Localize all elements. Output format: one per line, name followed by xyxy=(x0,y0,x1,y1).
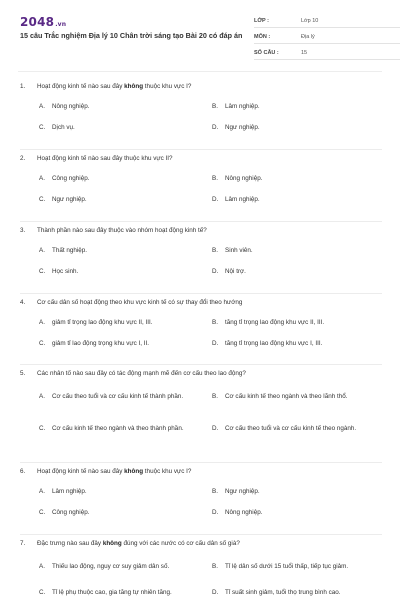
option-text: Nông nghiệp. xyxy=(225,174,263,182)
question-3 xyxy=(20,222,382,294)
option-a[interactable] xyxy=(39,555,207,577)
option-letter: D. xyxy=(212,267,219,275)
option-letter: D. xyxy=(212,508,219,516)
question-number: 3. xyxy=(20,227,26,234)
option-text: Tỉ lệ dân số dưới 15 tuổi thấp, tiếp tục giảm. xyxy=(225,562,349,570)
option-letter: D. xyxy=(212,588,219,596)
question-text xyxy=(37,83,191,90)
option-letter: A. xyxy=(39,562,45,570)
option-c[interactable] xyxy=(39,194,199,204)
question-6 xyxy=(20,463,382,535)
site-logo[interactable] xyxy=(20,15,66,29)
question-5 xyxy=(20,365,382,463)
question-number: 1. xyxy=(20,83,26,90)
question-text xyxy=(37,540,240,547)
option-text: giảm tỉ trọng lao động khu vực II, III. xyxy=(52,318,153,326)
option-letter: B. xyxy=(212,487,218,495)
option-letter: C. xyxy=(39,123,46,131)
question-stem xyxy=(20,294,382,312)
option-letter: A. xyxy=(39,246,45,254)
stem-part: Đặc trưng nào sau đây xyxy=(37,540,103,547)
option-b[interactable] xyxy=(212,245,372,255)
option-letter: D. xyxy=(212,339,219,347)
option-text: giảm tỉ lao động trọng khu vực I, II. xyxy=(52,339,149,347)
option-letter: A. xyxy=(39,174,45,182)
question-2 xyxy=(20,150,382,222)
option-text: Ngư nghiệp. xyxy=(52,195,87,203)
question-number: 4. xyxy=(20,299,26,306)
stem-part: thuộc khu vực I? xyxy=(143,83,192,90)
option-a[interactable] xyxy=(39,101,199,111)
header-divider xyxy=(18,71,382,72)
option-letter: A. xyxy=(39,102,45,110)
question-stem xyxy=(20,222,382,240)
option-a[interactable] xyxy=(39,385,189,407)
option-text: Cơ cấu kinh tế theo ngành và theo thành phần. xyxy=(52,424,184,432)
option-text: Cơ cấu kinh tế theo ngành và theo lãnh thổ. xyxy=(225,392,348,400)
question-7 xyxy=(20,535,382,614)
meta-value: Địa lý xyxy=(301,34,315,40)
document-title: 15 câu Trắc nghiệm Địa lý 10 Chân trời sáng tạo Bài 20 có đáp án xyxy=(20,31,243,40)
option-letter: A. xyxy=(39,318,45,326)
option-letter: C. xyxy=(39,339,46,347)
option-letter: B. xyxy=(212,174,218,182)
option-c[interactable] xyxy=(39,587,211,597)
question-stem xyxy=(20,535,382,553)
meta-value: 15 xyxy=(301,50,308,56)
stem-part: Các nhân tố nào sau đây có tác động mạnh mẽ đến cơ cấu theo lao động? xyxy=(37,370,246,377)
option-b[interactable] xyxy=(212,317,372,327)
question-1 xyxy=(20,78,382,150)
option-text: Lâm nghiệp. xyxy=(225,195,260,203)
option-c[interactable] xyxy=(39,417,189,439)
option-c[interactable] xyxy=(39,507,199,517)
meta-label: LỚP : xyxy=(254,18,269,24)
option-a[interactable] xyxy=(39,317,199,327)
option-text: Sinh viên. xyxy=(225,246,253,254)
page-header xyxy=(18,12,382,66)
question-text xyxy=(37,299,242,306)
stem-emphasis: không xyxy=(102,540,122,547)
question-list xyxy=(20,78,382,614)
option-text: Cơ cấu theo tuổi và cơ cấu kinh tế thành phần. xyxy=(52,392,184,400)
option-text: Công nghiệp. xyxy=(52,174,90,182)
stem-part: thuộc khu vực I? xyxy=(143,468,192,475)
stem-part: Hoạt động kinh tế nào sau đây thuộc khu vực II? xyxy=(37,155,173,162)
option-b[interactable] xyxy=(212,173,372,183)
option-a[interactable] xyxy=(39,245,199,255)
option-text: Nông nghiệp. xyxy=(52,102,90,110)
option-text: tăng tỉ trọng lao động khu vực II, III. xyxy=(225,318,325,326)
meta-row-count xyxy=(254,47,400,60)
stem-emphasis: không xyxy=(124,83,144,90)
question-stem xyxy=(20,365,382,383)
option-text: Học sinh. xyxy=(52,267,79,275)
meta-row-subject xyxy=(254,31,400,44)
question-text xyxy=(37,155,173,162)
option-letter: C. xyxy=(39,588,46,596)
meta-label: SỐ CÂU : xyxy=(254,50,279,56)
stem-part: Hoạt động kinh tế nào sau đây xyxy=(37,83,125,90)
question-number: 6. xyxy=(20,468,26,475)
meta-value: Lớp 10 xyxy=(301,18,319,24)
question-number: 2. xyxy=(20,155,26,162)
option-letter: C. xyxy=(39,424,46,432)
option-d[interactable] xyxy=(212,266,372,276)
question-stem xyxy=(20,150,382,168)
stem-part: Hoạt động kinh tế nào sau đây xyxy=(37,468,125,475)
stem-part: Cơ cấu dân số hoạt động theo khu vực kinh tế có sự thay đổi theo hướng xyxy=(37,299,243,306)
option-text: Ngư nghiệp. xyxy=(225,123,260,131)
option-text: Nội trợ. xyxy=(225,267,246,275)
option-letter: B. xyxy=(212,318,218,326)
question-text xyxy=(37,468,191,475)
option-b[interactable] xyxy=(212,486,372,496)
stem-emphasis: không xyxy=(124,468,144,475)
option-letter: D. xyxy=(212,195,219,203)
option-a[interactable] xyxy=(39,486,199,496)
option-d[interactable] xyxy=(212,507,372,517)
meta-info xyxy=(254,15,400,60)
option-d[interactable] xyxy=(212,338,372,348)
option-letter: A. xyxy=(39,392,45,400)
option-letter: B. xyxy=(212,392,218,400)
option-c[interactable] xyxy=(39,122,199,132)
option-text: Cơ cấu theo tuổi và cơ cấu kinh tế theo ngành. xyxy=(225,424,357,432)
option-text: Dịch vụ. xyxy=(52,123,75,131)
logo-main: 2048 xyxy=(20,15,55,29)
stem-part: đúng với các nước có cơ cấu dân số già? xyxy=(121,540,240,547)
option-b[interactable] xyxy=(212,101,372,111)
option-text: Lâm nghiệp. xyxy=(225,102,260,110)
option-text: Thất nghiệp. xyxy=(52,246,88,254)
option-b[interactable] xyxy=(212,555,362,577)
option-d[interactable] xyxy=(212,194,372,204)
option-letter: A. xyxy=(39,487,45,495)
option-d[interactable] xyxy=(212,122,372,132)
stem-part: Thành phần nào sau đây thuộc vào nhóm hoạt động kinh tế? xyxy=(37,227,207,234)
question-text xyxy=(37,370,246,377)
option-text: Tỉ lệ phụ thuộc cao, gia tăng tự nhiên tăng. xyxy=(52,588,172,596)
option-text: Lâm nghiệp. xyxy=(52,487,87,495)
option-letter: B. xyxy=(212,246,218,254)
option-letter: B. xyxy=(212,102,218,110)
option-text: Nông nghiệp. xyxy=(225,508,263,516)
option-letter: C. xyxy=(39,267,46,275)
question-stem xyxy=(20,463,382,481)
option-c[interactable] xyxy=(39,338,199,348)
question-text xyxy=(37,227,207,234)
option-text: tăng tỉ trọng lao động khu vực I, III. xyxy=(225,339,323,347)
meta-row-class xyxy=(254,15,400,28)
option-c[interactable] xyxy=(39,266,199,276)
option-text: Thiếu lao động, nguy cơ suy giảm dân số. xyxy=(52,562,170,570)
question-number: 5. xyxy=(20,370,26,377)
option-text: Ngư nghiệp. xyxy=(225,487,260,495)
option-d[interactable] xyxy=(212,417,362,439)
option-text: Công nghiệp. xyxy=(52,508,90,516)
option-letter: B. xyxy=(212,562,218,570)
logo-sub: .vn xyxy=(55,21,67,28)
meta-label: MÔN : xyxy=(254,34,271,40)
option-letter: C. xyxy=(39,195,46,203)
option-letter: C. xyxy=(39,508,46,516)
option-letter: D. xyxy=(212,123,219,131)
question-stem xyxy=(20,78,382,96)
option-text: Tỉ suất sinh giảm, tuổi thọ trung bình cao. xyxy=(225,588,341,596)
question-4 xyxy=(20,294,382,365)
option-letter: D. xyxy=(212,424,219,432)
question-number: 7. xyxy=(20,540,26,547)
option-b[interactable] xyxy=(212,385,362,407)
option-d[interactable] xyxy=(212,587,382,597)
option-a[interactable] xyxy=(39,173,199,183)
